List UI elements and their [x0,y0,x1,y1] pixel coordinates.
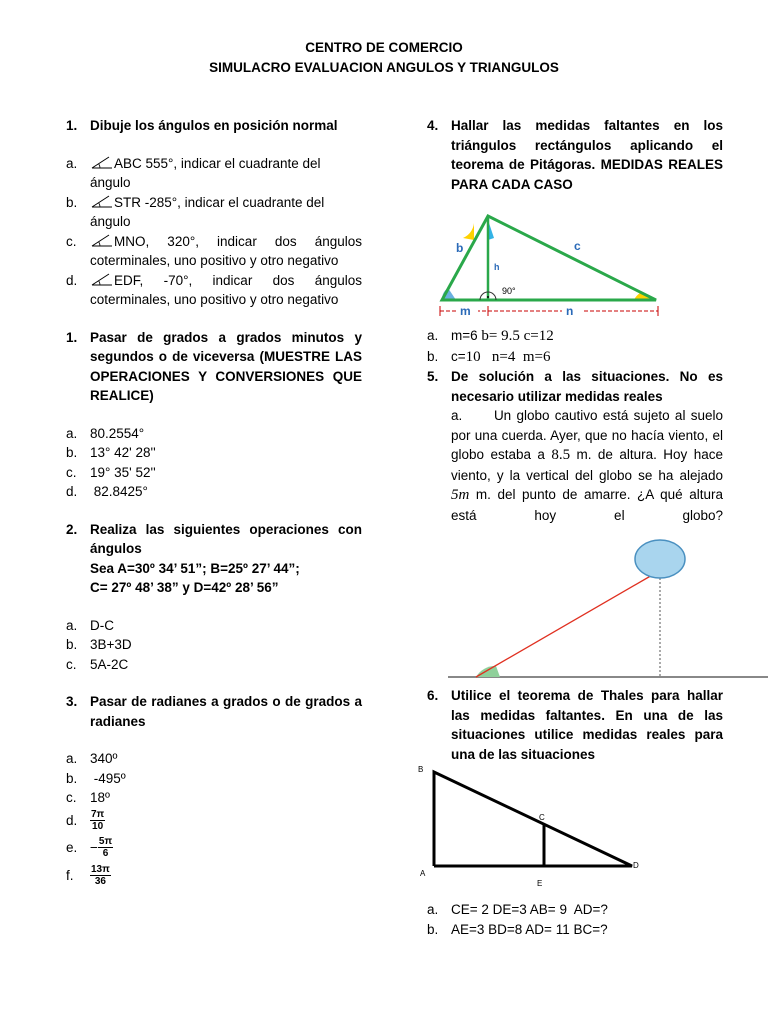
q6-title: 5. De solución a las situaciones. No es necesario utilizar medidas reales [427,369,723,404]
q3-values-line-2: C= 27º 48’ 38” y D=42º 28’ 56” [90,580,279,595]
q4-item-a: a. 340º [66,751,118,766]
q1-title: 1. Dibuje los ángulos en posición normal [66,118,338,133]
label-c: c [574,239,581,253]
label-90: 90° [502,286,516,296]
label-m: m [460,304,471,318]
q3-values-line-1: Sea A=30º 34’ 51”; B=25º 27’ 44”; [90,560,300,576]
left-column [66,116,362,890]
label-n: n [566,304,574,318]
q4-item-e: e. − $\frac{5\pi}{6}$ [66,836,113,860]
label-b: b [456,241,464,255]
q3-item-c: c. 5A-2C [66,656,129,672]
balloon-figure [448,538,768,680]
q7-items [427,900,723,939]
q2-item-c: c. 19° 35' 52'' [66,464,156,480]
fraction: $\frac{7\pi}{10}$ [91,809,105,833]
q5-title: 4. Hallar las medidas faltantes en los triángulos rectángulos aplicando el teorema de Pitágoras. MEDIDAS REALES PARA CADA CASO [427,118,723,192]
q4-item-f: f. $\frac{13\pi}{36}$ [66,864,110,888]
point-a-label: A [420,869,426,878]
q6-problem-text: a. Un globo cautivo está sujeto al suelo por una cuerda. Ayer, que no hacía viento, el globo estaba a 8.5 m. de altura. Hoy hace viento, y la vertical del globo se ha alejado 5m m. del punto de amarre. ¿A qué altura está hoy el globo? [451,408,724,523]
q4-item-c: c. 18º [66,790,110,805]
yellow-angle-marker [463,220,474,240]
balloon-icon [635,540,685,578]
q3-title: 2. Realiza las siguientes operaciones con ángulos [66,521,362,556]
point-c-label: C [539,813,545,822]
q7-title: 6. Utilice el teorema de Thales para hallar las medidas faltantes. En una de las situaciones utilice medidas reales para una de las situaciones [427,688,723,762]
q5-item-a: a. m=6 b= 9.5 c=12 [427,328,554,344]
q2-item-a: a. 80.2554° [66,425,145,441]
q3-item-a: a. D-C [66,617,114,633]
angle-icon [90,156,114,170]
right-column [427,116,723,194]
angle-icon [90,195,114,209]
q5-item-b: b. c=10 n=4 m=6 [427,348,551,365]
fraction: $\frac{13\pi}{36}$ [91,864,110,888]
q1-item-b: b. STR -285°, indicar el cuadrante del ángulo [66,194,325,229]
header-line-2: SIMULACRO EVALUACION ANGULOS Y TRIANGULOS [209,60,559,75]
q1-item-a: a. ABC 555°, indicar el cuadrante del ángulo [66,155,321,190]
thales-triangle [434,772,632,866]
right-column-lower [427,326,727,525]
q2-item-d: d. 82.8425° [66,484,148,499]
rope-line [476,574,654,677]
point-e-label: E [537,879,543,888]
q2-item-b: b. 13° 42' 28'' [66,445,156,460]
q3-item-b: b. 3B+3D [66,637,132,652]
right-triangle-figure [436,210,662,322]
point-b-label: B [418,765,424,774]
q7-item-b: b. AE=3 BD=8 AD= 11 BC=? [427,921,608,937]
q7-item-a: a. CE= 2 DE=3 AB= 9 AD=? [427,902,608,917]
fraction: $\frac{5\pi}{6}$ [98,836,113,860]
q7-block [427,686,723,764]
header-line-1: CENTRO DE COMERCIO [305,40,463,55]
q2-title: 1. Pasar de grados a grados minutos y segundos o de viceversa (MUESTRE LAS OPERACIONES Y CONVERSIONES QUE REALICE) [66,329,362,403]
q1-item-d: d. EDF, -70°, indicar dos ángulos coterminales, uno positivo y otro negativo [66,272,362,307]
q4-item-d: d. $\frac{7\pi}{10}$ [66,809,105,833]
q4-item-b: b. -495º [66,770,126,786]
angle-icon [90,273,114,287]
triangle-outline [442,216,656,300]
label-h: h [494,262,500,272]
point-d-label: D [633,861,639,870]
q4-title: 3. Pasar de radianes a grados o de grados a radianes [66,694,362,729]
angle-icon [90,234,114,248]
q1-item-c: c. MNO, 320°, indicar dos ángulos coterminales, uno positivo y otro negativo [66,233,362,268]
thales-figure [412,762,674,892]
